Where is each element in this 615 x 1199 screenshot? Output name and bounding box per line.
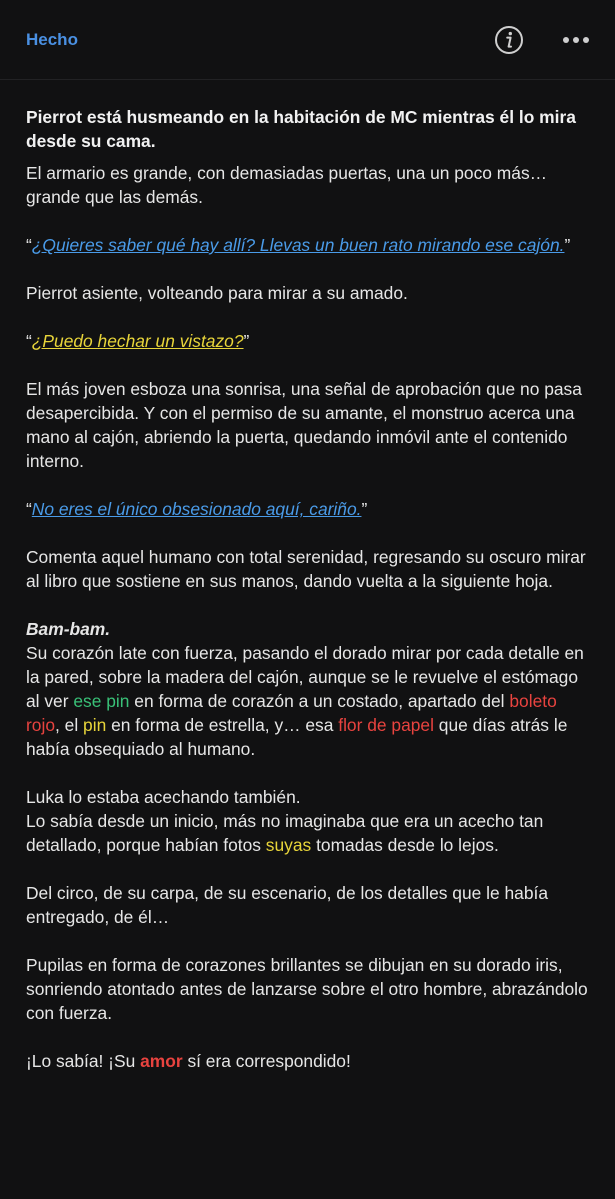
quote-open: “	[26, 331, 32, 351]
paragraph-wardrobe: El armario es grande, con demasiadas puertas, una un poco más… grande que las demás.	[26, 163, 548, 207]
highlight-red: flor de papel	[338, 715, 434, 735]
quote-close: ”	[564, 235, 571, 255]
text-span: , el	[55, 715, 84, 735]
paragraph-photos	[26, 809, 589, 857]
quote-line-3	[26, 497, 589, 521]
text-span: en forma de estrella, y… esa	[106, 715, 339, 735]
text-span: sí era correspondido!	[182, 1051, 351, 1071]
story-content	[0, 80, 615, 1073]
quote-open: “	[26, 499, 32, 519]
text-span: en forma de corazón a un costado, apartado del	[129, 691, 510, 711]
text-span: tomadas desde lo lejos.	[311, 835, 499, 855]
highlight-red: amor	[140, 1051, 183, 1071]
quote-line-2	[26, 329, 589, 353]
paragraph-circus: Del circo, de su carpa, de su escenario, de los detalles que le había entregado, de él…	[26, 883, 549, 927]
paragraph-approval: El más joven esboza una sonrisa, una señal de aprobación que no pasa desapercibida. Y con el permiso de su amante, el monstruo acerca una mano al cajón, abriendo la puerta, quedando inmóvil ante el contenido interno.	[26, 379, 582, 471]
quote-close: ”	[243, 331, 250, 351]
highlight-yellow: suyas	[265, 835, 312, 855]
paragraph-heart	[26, 641, 589, 761]
quote-open: “	[26, 235, 32, 255]
done-button[interactable]: Hecho	[26, 29, 78, 49]
paragraph-luka: Luka lo estaba acechando también.	[26, 787, 301, 807]
top-bar-actions	[494, 25, 590, 55]
text-span: Lo sabía desde un inicio, más no imaginaba que era un acecho tan detallado, porque habían fotos	[26, 811, 544, 855]
quote-line-1	[26, 233, 589, 257]
highlight-yellow: pin	[83, 715, 107, 735]
info-circle-icon[interactable]	[494, 25, 524, 55]
top-bar	[0, 0, 615, 80]
more-horizontal-icon[interactable]	[562, 36, 590, 44]
paragraph-nods: Pierrot asiente, volteando para mirar a su amado.	[26, 283, 408, 303]
story-title: Pierrot está husmeando en la habitación de MC mientras él lo mira desde su cama.	[26, 107, 576, 151]
highlight-green: ese pin	[73, 691, 130, 711]
bam-bam-heading: Bam-bam.	[26, 619, 111, 639]
paragraph-serenity: Comenta aquel humano con total serenidad, regresando su oscuro mirar al libro que sostiene en sus manos, dando vuelta a la siguiente hoja.	[26, 547, 586, 591]
quote-mc-1[interactable]: ¿Quieres saber qué hay allí? Llevas un buen rato mirando ese cajón.	[31, 235, 565, 255]
highlight-red: boleto rojo	[26, 691, 557, 735]
text-span: ¡Lo sabía! ¡Su	[26, 1051, 141, 1071]
paragraph-ending	[26, 1049, 589, 1073]
quote-pierrot[interactable]: ¿Puedo hechar un vistazo?	[31, 331, 244, 351]
quote-mc-2[interactable]: No eres el único obsesionado aquí, cariño.	[31, 499, 362, 519]
paragraph-pupils: Pupilas en forma de corazones brillantes se dibujan en su dorado iris, sonriendo atontado antes de lanzarse sobre el otro hombre, abrazándolo con fuerza.	[26, 955, 588, 1023]
text-span: Su corazón late con fuerza, pasando el dorado mirar por cada detalle en la pared, sobre la madera del cajón, aunque se le revuelve el estómago al ver	[26, 643, 584, 711]
text-span: que días atrás le había obsequiado al humano.	[26, 715, 568, 759]
quote-close: ”	[361, 499, 368, 519]
